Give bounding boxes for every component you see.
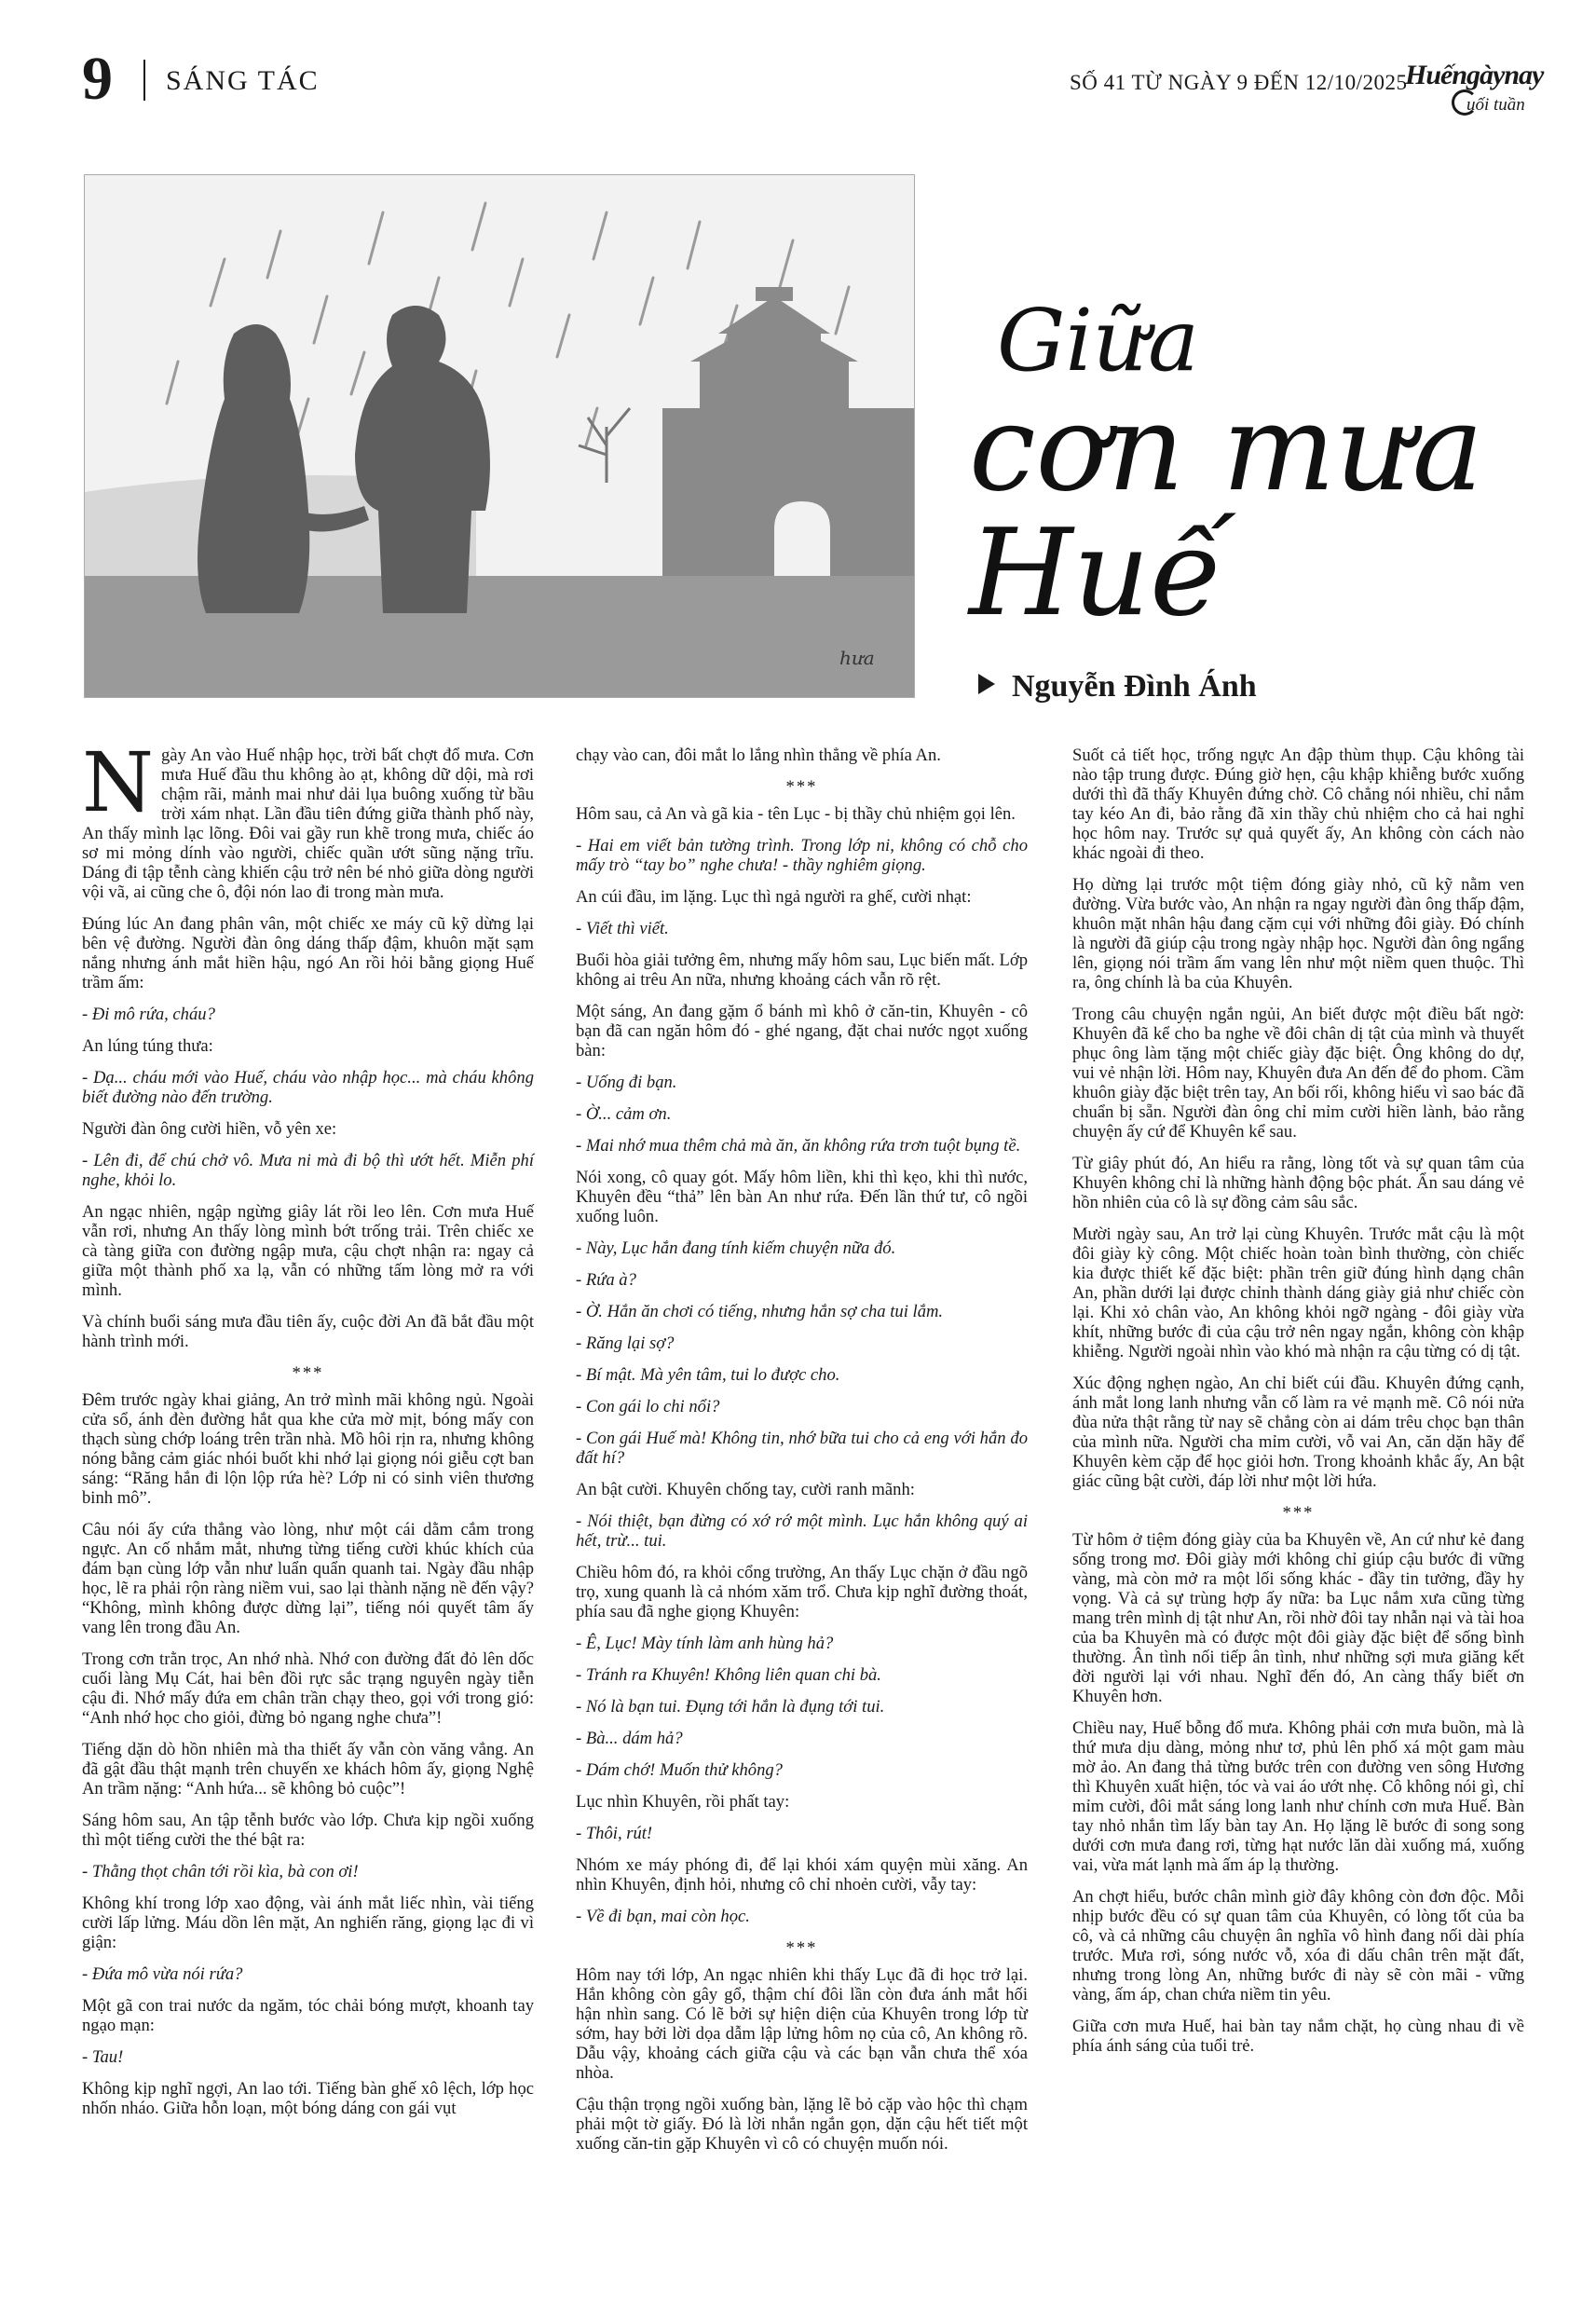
header-divider <box>143 60 145 101</box>
paragraph: Nói xong, cô quay gót. Mấy hôm liền, khi thì kẹo, khi thì nước, Khuyên đều “thả” lên bàn An như rứa. Đến lần thứ tư, cô ngồi xuống luôn. <box>576 1168 1028 1226</box>
dialogue-line: - Hai em viết bản tường trình. Trong lớp ni, không có chỗ cho mấy trò “tay bo” nghe chưa! - thầy nghiêm giọng. <box>576 836 1028 875</box>
author-byline <box>978 669 1257 705</box>
dialogue-line: - Rứa à? <box>576 1270 636 1290</box>
dialogue-line: - Nó là bạn tui. Đụng tới hắn là đụng tới tui. <box>576 1697 885 1717</box>
artist-signature: hưa <box>839 647 875 669</box>
dialogue-line: - Thôi, rút! <box>576 1824 653 1843</box>
dialogue-line: - Răng lại sợ? <box>576 1334 675 1353</box>
dialogue-line: - Bí mật. Mà yên tâm, tui lo được cho. <box>576 1365 840 1385</box>
paragraph: Sáng hôm sau, An tập tễnh bước vào lớp. Chưa kịp ngồi xuống thì một tiếng cười the thé bật ra: <box>82 1811 534 1850</box>
dialogue-line: - Đi mô rứa, cháu? <box>82 1005 215 1024</box>
couple-in-rain-illustration <box>85 175 914 697</box>
article-body <box>82 734 1545 2274</box>
dialogue-line: - Dạ... cháu mới vào Huế, cháu vào nhập học... mà cháu không biết đường nào đến trường. <box>82 1068 534 1107</box>
section-separator: *** <box>785 777 818 797</box>
dialogue-line: - Dám chớ! Muốn thử không? <box>576 1760 783 1780</box>
dialogue-line: - Bà... dám hả? <box>576 1729 683 1748</box>
drop-cap: N <box>82 734 154 830</box>
paragraph: An cúi đầu, im lặng. Lục thì ngả người ra ghế, cười nhạt: <box>576 887 972 907</box>
paragraph: Suốt cả tiết học, trống ngực An đập thùm thụp. Cậu không tài nào tập trung được. Đúng giờ hẹn, cậu khập khiễng bước xuống dưới thì đã thấy Khuyên đứng chờ. Cô chẳng nói nhiều, chỉ nắm tay kéo An đi, bảo rằng đã xin thầy chủ nhiệm cho cả hai nghỉ học hôm nay. Trước sự quả quyết ấy, An không còn cách nào khác ngoài đi theo. <box>1072 746 1524 863</box>
author-name: Nguyễn Đình Ánh <box>1012 669 1257 704</box>
paragraph: Giữa cơn mưa Huế, hai bàn tay nắm chặt, họ cùng nhau đi về phía ánh sáng của tuổi trẻ. <box>1072 2017 1524 2056</box>
paragraph: An chợt hiểu, bước chân mình giờ đây không còn đơn độc. Mỗi nhịp bước đều có sự quan tâm của Khuyên, có lòng tốt của ba cô, và cả những câu chuyện ân nghĩa vô hình đang nối dài phía trước. Mưa rơi, sóng nước vỗ, xóa đi dấu chân trên mặt đất, nhưng trong lòng An, những bước đi này sẽ còn mãi - vững vàng, ấm áp, chan chứa niềm tin yêu. <box>1072 1887 1524 2004</box>
paragraph: Tiếng dặn dò hồn nhiên mà tha thiết ấy vẫn còn văng vẳng. An đã gật đầu thật mạnh trên chuyến xe khách hôm ấy, giọng Nghệ An trầm nặng: “Anh hứa... sẽ không bỏ cuộc”! <box>82 1740 534 1799</box>
paragraph: Từ hôm ở tiệm đóng giày của ba Khuyên về, An cứ như kẻ đang sống trong mơ. Đôi giày mới không chỉ giúp cậu bước đi vững vàng, mà còn mở ra một lối sống khác - đầy tin tưởng, đầy hy vọng. Và cả sự trùng hợp ấy nữa: ba Lục nắm xưa cũng từng mang trên mình dị tật như An, rồi nhờ đôi tay nhẫn nại và tài hoa của ba Khuyên mà có được một đôi giày đặc biệt để sống bình thường. Ân tình nối tiếp ân tình, như những sợi mưa giăng kết đời người lại với nhau. Nghĩ đến đó, An càng thấy biết ơn Khuyên hơn. <box>1072 1530 1524 1706</box>
paragraph: Đêm trước ngày khai giảng, An trở mình mãi không ngủ. Ngoài cửa sổ, ánh đèn đường hắt qua khe cửa mờ mịt, bóng mấy con thạch sùng chớp loáng trên trần nhà. Mồ hôi rịn ra, nhưng không nóng bằng cảm giác nhói buốt khi nhớ lại giọng nói giễu cợt ban sáng: “Răng hắn đi lộn lộp rứa hè? Lớp ni có sinh viên thương binh mô”. <box>82 1390 534 1508</box>
paragraph: Từ giây phút đó, An hiểu ra rằng, lòng tốt và sự quan tâm của Khuyên không chỉ là những hành động bộc phát. Ẩn sau dáng vẻ hồn nhiên của cô là sự đồng cảm sâu sắc. <box>1072 1154 1524 1212</box>
paragraph: Trong câu chuyện ngắn ngủi, An biết được một điều bất ngờ: Khuyên đã kể cho ba nghe về đôi chân dị tật của mình và thuyết phục ông làm tặng một chiếc giày đặc biệt. Ông không do dự, vui vẻ nhận lời. Hôm nay, Khuyên đưa An đến để đo phom. Cầm khuôn giày đặc biệt trên tay, An bối rối, không hiểu vì sao bác đã chuẩn bị sẵn. Người đàn ông chỉ mỉm cười hiền lành, bảo rằng chuyện ấy cứ để Khuyên kể sau. <box>1072 1005 1524 1142</box>
paragraph: Chiều nay, Huế bỗng đổ mưa. Không phải cơn mưa buồn, mà là thứ mưa dịu dàng, mỏng như tơ, phủ lên phố xá một gam màu mờ ảo. An đang thả từng bước trên con đường ven sông Hương thì Khuyên xuất hiện, tóc và vai áo ướt nhẹ. Cô không nói gì, chỉ mỉm cười, đôi mắt sáng long lanh như chính cơn mưa Huế. Bàn tay nhỏ nhắn tìm lấy bàn tay An. Họ lặng lẽ bước đi song song dưới cơn mưa đang rơi, từng hạt nước lăn dài xuống má, xuống vai, vừa mát lạnh mà ấm áp lạ thường. <box>1072 1718 1524 1875</box>
play-triangle-icon <box>978 674 995 694</box>
section-label: SÁNG TÁC <box>166 65 320 96</box>
masthead-logo <box>1405 60 1545 115</box>
section-separator: *** <box>785 1938 818 1958</box>
dialogue-line: - Về đi bạn, mai còn học. <box>576 1907 750 1926</box>
paragraph: Trong cơn trằn trọc, An nhớ nhà. Nhớ con đường đất đỏ lên dốc cuối làng Mụ Cát, hai bên đồi rực sắc trạng nguyên ngày tiễn cậu đi. Nhớ mấy đứa em chân trần chạy theo, gọi với trong gió: “Anh nhớ học cho giỏi, đừng bỏ ngang nghe chưa”! <box>82 1649 534 1728</box>
paragraph: An bật cười. Khuyên chống tay, cười ranh mãnh: <box>576 1480 915 1499</box>
text-column-1 <box>82 734 534 2130</box>
text-column-3 <box>1072 746 1524 2068</box>
paragraph: Lục nhìn Khuyên, rồi phất tay: <box>576 1792 790 1812</box>
paragraph: Hôm nay tới lớp, An ngạc nhiên khi thấy Lục đã đi học trở lại. Hắn không còn gây gổ, thậm chí đôi lần còn đưa ánh mắt hối hận nhìn sang. Có lẽ bởi sự hiện diện của Khuyên trong lớp từ sớm, hay bởi lời dọa dẫm lập lửng hôm nọ của cô, An không rõ. Dẫu vậy, khoảng cách giữa cậu và các bạn vẫn chưa thể xóa nhòa. <box>576 1965 1028 2083</box>
dialogue-line: - Này, Lục hắn đang tính kiếm chuyện nữa đó. <box>576 1238 896 1258</box>
paragraph: Hôm sau, cả An và gã kia - tên Lục - bị thầy chủ nhiệm gọi lên. <box>576 804 1016 824</box>
paragraph: Câu nói ấy cứa thẳng vào lòng, như một cái dằm cắm trong ngực. An cố nhắm mắt, nhưng từng tiếng cười khúc khích của đám bạn cùng lớp vẫn như luẩn quẩn quanh tai. Ngày đầu nhập học, lẽ ra phải rộn ràng niềm vui, sao lại thành nặng nề đến vậy? “Không, mình không được dừng lại”, tiếng nói quyết tâm ấy vang lên trong đầu An. <box>82 1520 534 1637</box>
paragraph: Mười ngày sau, An trở lại cùng Khuyên. Trước mắt cậu là một đôi giày kỳ công. Một chiếc hoàn toàn bình thường, còn chiếc kia được thiết kế đặc biệt: phần trên giữ đúng hình dạng chân An, phần dưới lại được chỉnh thành dáng giày giả như chiếc còn lại. Khi xỏ chân vào, An không khỏi ngỡ ngàng - đôi giày vừa khít, những bước đi của cậu trở nên ngay ngắn, không còn khập khiễng. Người ngoài nhìn vào khó mà nhận ra cậu từng có dị tật. <box>1072 1224 1524 1361</box>
dialogue-line: - Tránh ra Khuyên! Không liên quan chi bà. <box>576 1665 881 1685</box>
article-title <box>969 291 1547 643</box>
title-line-2: cơn mưa <box>969 379 1483 518</box>
title-line-1: Giữa <box>997 291 1200 390</box>
paragraph: Cậu thận trọng ngồi xuống bàn, lặng lẽ bỏ cặp vào hộc thì chạm phải một tờ giấy. Đó là lời nhắn ngắn gọn, dặn cậu hết tiết một xuống căn-tin gặp Khuyên vì cô có chuyện muốn nói. <box>576 2095 1028 2154</box>
dialogue-line: - Uống đi bạn. <box>576 1073 677 1092</box>
logo-sub-text: uối tuần <box>1466 95 1525 115</box>
page-number: 9 <box>82 45 113 113</box>
dialogue-line: - Đứa mô vừa nói rứa? <box>82 1964 243 1984</box>
paragraph: Nhóm xe máy phóng đi, để lại khói xám quyện mùi xăng. An nhìn Khuyên, định hỏi, nhưng cô chỉ nhoẻn cười, vẫy tay: <box>576 1855 1028 1895</box>
paragraph: Chiều hôm đó, ra khỏi cổng trường, An thấy Lục chặn ở đầu ngõ trọ, xung quanh là cả nhóm xăm trổ. Chưa kịp nghĩ đường thoát, phía sau đã nghe giọng Khuyên: <box>576 1563 1028 1621</box>
paragraph: chạy vào can, đôi mắt lo lắng nhìn thẳng về phía An. <box>576 746 941 765</box>
paragraph: Người đàn ông cười hiền, vỗ yên xe: <box>82 1119 337 1139</box>
paragraph: Một sáng, An đang gặm ổ bánh mì khô ở căn-tin, Khuyên - cô bạn đã can ngăn hôm đó - ghé ngang, đặt chai nước ngọt xuống bàn: <box>576 1002 1028 1060</box>
dialogue-line: - Ờ. Hắn ăn chơi có tiếng, nhưng hắn sợ cha tui lắm. <box>576 1302 944 1321</box>
dialogue-line: - Mai nhớ mua thêm chả mà ăn, ăn không rứa trơn tuột bụng tề. <box>576 1136 1021 1156</box>
dialogue-line: - Ờ... cảm ơn. <box>576 1104 672 1124</box>
paragraph: Họ dừng lại trước một tiệm đóng giày nhỏ, cũ kỹ nằm ven đường. Vừa bước vào, An nhận ra ngay người đàn ông thấp đậm, khuôn mặt nhân hậu đang cặm cụi với những đôi giày. Đó chính là người đã giúp cậu trong ngày nhập học. Người đàn ông ngẩng lên, giọng nói trầm ấm vang lên như một niềm quen thuộc. Thì ra, ông chính là ba của Khuyên. <box>1072 875 1524 992</box>
paragraph: An lúng túng thưa: <box>82 1036 213 1056</box>
paragraph: Buổi hòa giải tưởng êm, nhưng mấy hôm sau, Lục biến mất. Lớp không ai trêu An nữa, nhưng khoảng cách vẫn rõ rệt. <box>576 951 1028 990</box>
dialogue-line: - Thằng thọt chân tới rồi kìa, bà con ơi! <box>82 1862 359 1881</box>
page-header <box>82 45 1544 121</box>
dialogue-line: - Nói thiệt, bạn đừng có xớ rớ một mình. Lục hắn không quý ai hết, trừ... tui. <box>576 1512 1028 1551</box>
paragraph: Xúc động nghẹn ngào, An chỉ biết cúi đầu. Khuyên đứng cạnh, ánh mắt long lanh nhưng vẫn cố làm ra vẻ mạnh mẽ. Cô nói nửa đùa nửa thật rằng từ nay sẽ chẳng còn ai dám trêu chọc bạn thân của mình nữa. Người cha mỉm cười, vỗ vai An, căn dặn hãy để Khuyên kèm cặp để học giỏi hơn. Trong khoảnh khắc ấy, An bật giác cũng bật cười, đáp lời như một lời hứa. <box>1072 1374 1524 1491</box>
section-separator: *** <box>1282 1503 1315 1523</box>
paragraph: Và chính buổi sáng mưa đầu tiên ấy, cuộc đời An đã bắt đầu một hành trình mới. <box>82 1312 534 1351</box>
section-separator: *** <box>292 1363 324 1383</box>
paragraph: Không kịp nghĩ ngợi, An lao tới. Tiếng bàn ghế xô lệch, lớp học nhốn nháo. Giữa hỗn loạn, một bóng dáng con gái vụt <box>82 2079 534 2118</box>
paragraph: An ngạc nhiên, ngập ngừng giây lát rồi leo lên. Cơn mưa Huế vẫn rơi, nhưng An thấy lòng mình bớt trống trải. Trên chiếc xe cà tàng giữa con đường ngập mưa, cậu chợt nhận ra: ngay cả giữa một thành phố xa lạ, vẫn có những tấm lòng mở ra với mình. <box>82 1202 534 1300</box>
dialogue-line: - Lên đi, để chú chở vô. Mưa ni mà đi bộ thì ướt hết. Miễn phí nghe, khỏi lo. <box>82 1151 534 1190</box>
paragraph: Một gã con trai nước da ngăm, tóc chải bóng mượt, khoanh tay ngạo mạn: <box>82 1996 534 2035</box>
text-column-2 <box>576 746 1028 2166</box>
dialogue-line: - Ê, Lục! Mày tính làm anh hùng hả? <box>576 1634 834 1653</box>
issue-info: SỐ 41 TỪ NGÀY 9 ĐẾN 12/10/2025 <box>1070 71 1408 94</box>
title-line-3: Huế <box>969 504 1223 643</box>
lead-paragraph-text: gày An vào Huế nhập học, trời bất chợt đổ mưa. Cơn mưa Huế đầu thu không ào ạt, không dữ dội, mà rơi chậm rãi, mảnh mai như dải lụa buông xuống từ bầu trời xám nhạt. Lần đầu tiên đứng giữa thành phố này, An thấy mình lạc lõng. Đôi vai gầy run khẽ trong mưa, chiếc áo sơ mi mỏng dính vào người, chiếc quần ướt sũng nặng trĩu. Dáng đi tập tễnh càng khiến cậu trở nên bé nhỏ giữa dòng người vội vã, ai cũng che ô, đội nón lao đi trong màn mưa. <box>82 746 534 902</box>
logo-main-text: Huếngàynay <box>1405 60 1544 90</box>
paragraph: Đúng lúc An đang phân vân, một chiếc xe máy cũ kỹ dừng lại bên vệ đường. Người đàn ông dáng thấp đậm, khuôn mặt sạm nắng nhưng ánh mắt hiền hậu, ngó An rồi hỏi bằng giọng Huế trầm ấm: <box>82 914 534 992</box>
illustration <box>84 174 915 698</box>
dialogue-line: - Con gái lo chi nổi? <box>576 1397 720 1416</box>
paragraph: Không khí trong lớp xao động, vài ánh mắt liếc nhìn, vài tiếng cười lấp lửng. Máu dồn lên mặt, An nghiến răng, giọng lạc đi vì giận: <box>82 1894 534 1952</box>
dialogue-line: - Tau! <box>82 2047 124 2067</box>
dialogue-line: - Viết thì viết. <box>576 919 669 938</box>
dialogue-line: - Con gái Huế mà! Không tin, nhớ bữa tui cho cả eng với hắn đo đất hí? <box>576 1429 1028 1468</box>
lead-paragraph <box>82 734 534 902</box>
